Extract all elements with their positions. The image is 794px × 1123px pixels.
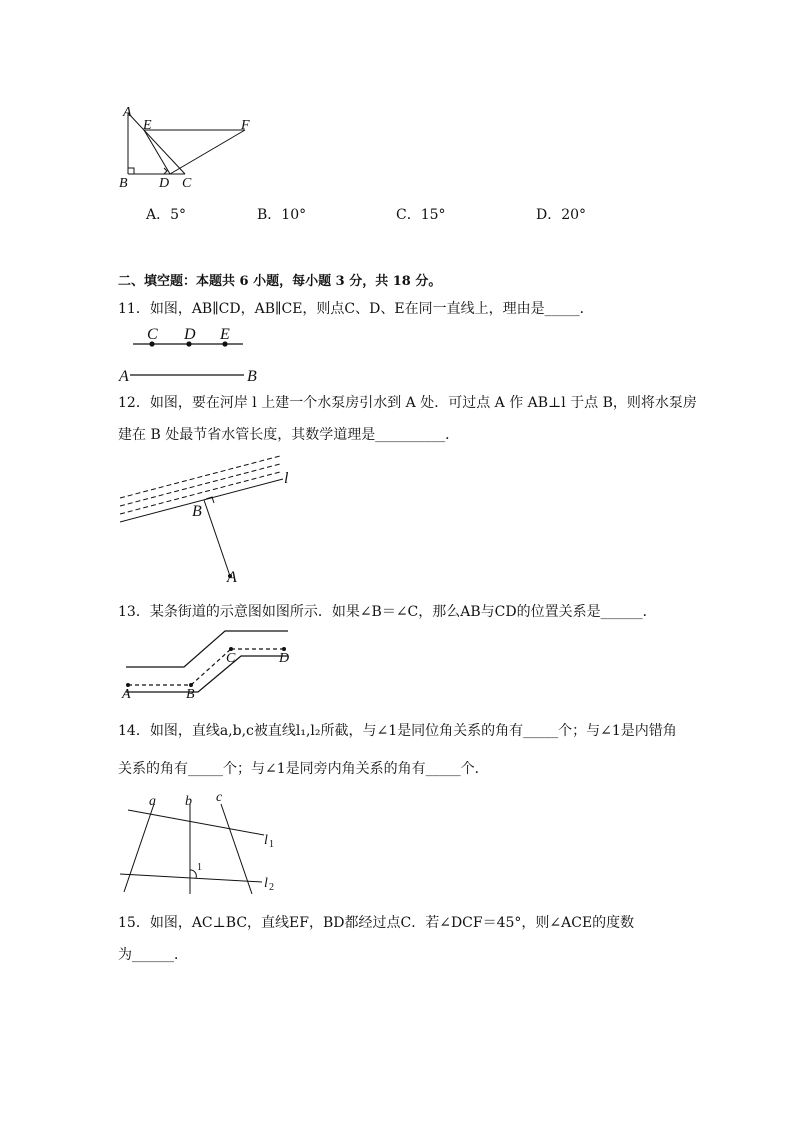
question-12-line2: 建在 B 处最节省水管长度，其数学道理是__________． xyxy=(118,427,460,443)
fig11-label-a: A xyxy=(119,368,129,385)
question-14-line1: 14．如图，直线a,b,c被直线l₁,l₂所截，与∠1是同位角关系的角有_____个；与∠1是内错角 xyxy=(118,723,677,739)
choice-c xyxy=(396,205,446,225)
choice-d-value: 20° xyxy=(561,207,587,223)
question-15-line2: 为______． xyxy=(118,947,188,963)
figure-q10 xyxy=(115,100,265,195)
fig14-label-l1: l xyxy=(264,833,268,848)
choice-b xyxy=(257,205,306,225)
fig11-label-e: E xyxy=(220,326,230,343)
question-11-text: 11．如图，AB∥CD，AB∥CE，则点C、D、E在同一直线上，理由是_____． xyxy=(118,301,594,317)
choice-d xyxy=(536,205,586,225)
fig14-label-b: b xyxy=(185,794,192,809)
fig14-angle-1: 1 xyxy=(197,862,202,873)
fig12-label-b: B xyxy=(192,503,202,520)
fig11-label-d: D xyxy=(184,326,196,343)
fig11-label-b: B xyxy=(247,368,257,385)
fig10-label-e: E xyxy=(143,118,152,133)
fig10-label-b: B xyxy=(119,176,128,191)
fig10-label-d: D xyxy=(159,176,170,191)
fig14-label-l2: l xyxy=(264,876,268,891)
figure-q11 xyxy=(118,325,278,385)
fig10-label-a: A xyxy=(123,105,132,120)
fig13-label-a: A xyxy=(122,687,131,702)
question-13-text: 13．某条街道的示意图如图所示．如果∠B＝∠C，那么AB与CD的位置关系是______． xyxy=(118,604,657,620)
choice-c-key: C． xyxy=(396,207,421,223)
fig12-label-l: l xyxy=(284,470,289,487)
question-14-line2: 关系的角有_____个；与∠1是同旁内角关系的角有_____个． xyxy=(118,761,489,777)
fig14-label-a: a xyxy=(149,794,156,809)
choice-a-key: A． xyxy=(146,207,171,223)
choice-b-key: B． xyxy=(257,207,282,223)
fig13-label-d: D xyxy=(279,651,290,666)
fig11-label-c: C xyxy=(147,326,158,343)
figure-q12 xyxy=(118,450,308,590)
fig13-label-c: C xyxy=(226,651,236,666)
fig14-label-c: c xyxy=(216,790,223,805)
choice-d-key: D． xyxy=(536,207,562,223)
fig12-label-a: A xyxy=(227,569,237,586)
choice-b-value: 10° xyxy=(281,207,307,223)
fig14-sub-2: 2 xyxy=(269,882,274,893)
section-title: 二、填空题：本题共 6 小题，每小题 3 分，共 18 分。 xyxy=(118,274,442,289)
question-15-line1: 15．如图，AC⊥BC，直线EF，BD都经过点C．若∠DCF＝45°，则∠ACE的度数 xyxy=(118,915,635,931)
question-12-line1: 12．如图，要在河岸 l 上建一个水泵房引水到 A 处．可过点 A 作 AB⊥l 于点 B，则将水泵房 xyxy=(118,395,697,411)
choice-c-value: 15° xyxy=(420,207,446,223)
fig10-label-c: C xyxy=(182,176,192,191)
fig13-label-b: B xyxy=(186,687,195,702)
choice-a xyxy=(146,205,186,225)
choice-a-value: 5° xyxy=(170,207,187,223)
figure-q14 xyxy=(118,790,288,900)
fig14-sub-1: 1 xyxy=(269,839,274,850)
figure-q13 xyxy=(118,625,308,700)
fig10-label-f: F xyxy=(241,118,250,133)
